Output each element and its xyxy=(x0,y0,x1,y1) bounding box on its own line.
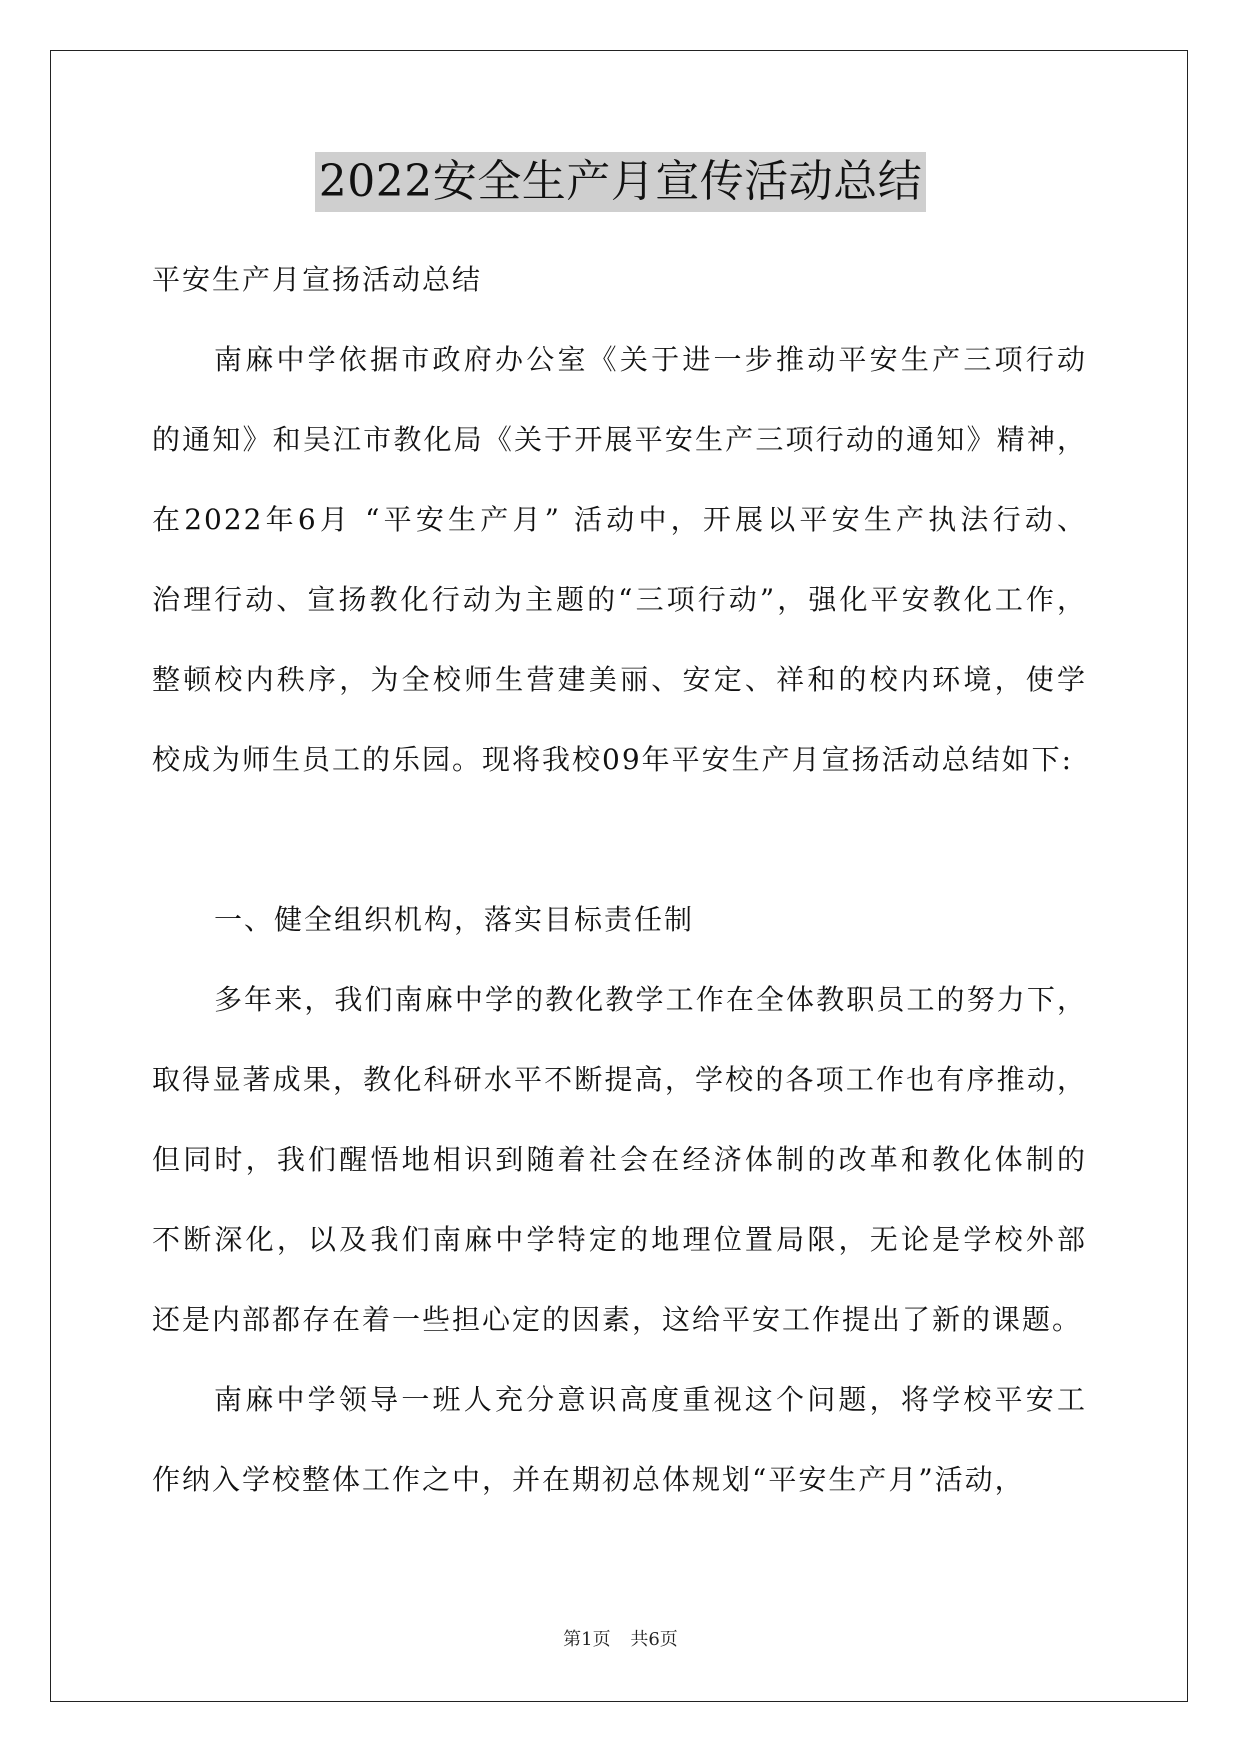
paragraph-line: 南麻中学领导一班人充分意识高度重视这个问题，将学校平安工 xyxy=(214,1383,1087,1416)
paragraph-line: 作纳入学校整体工作之中，并在期初总体规划“平安生产月”活动， xyxy=(152,1463,1025,1496)
paragraph-line: 治理行动、宣扬教化行动为主题的“三项行动”，强化平安教化工作， xyxy=(152,583,1087,616)
paragraph-line: 整顿校内秩序，为全校师生营建美丽、安定、祥和的校内环境，使学 xyxy=(152,663,1087,696)
paragraph-line: 还是内部都存在着一些担心定的因素，这给平安工作提出了新的课题。 xyxy=(152,1303,1083,1336)
title-container xyxy=(0,152,1241,212)
paragraph-line: 南麻中学依据市政府办公室《关于进一步推动平安生产三项行动 xyxy=(214,343,1087,376)
section-heading: 一、健全组织机构，落实目标责任制 xyxy=(214,903,695,936)
page-number: 第1页 共6页 xyxy=(563,1629,678,1650)
paragraph-line: 在2022年6月 “平安生产月” 活动中，开展以平安生产执法行动、 xyxy=(152,503,1087,536)
paragraph-line: 不断深化，以及我们南麻中学特定的地理位置局限，无论是学校外部 xyxy=(152,1223,1087,1256)
paragraph-line: 但同时，我们醒悟地相识到随着社会在经济体制的改革和教化体制的 xyxy=(152,1143,1087,1176)
document-subtitle: 平安生产月宣扬活动总结 xyxy=(152,263,483,296)
paragraph-line: 取得显著成果，教化科研水平不断提高，学校的各项工作也有序推动， xyxy=(152,1063,1087,1096)
paragraph-spacer xyxy=(152,800,1087,880)
document-body xyxy=(152,240,1087,1520)
paragraph-line: 的通知》和吴江市教化局《关于开展平安生产三项行动的通知》精神， xyxy=(152,423,1087,456)
paragraph-line: 校成为师生员工的乐园。现将我校09年平安生产月宣扬活动总结如下: xyxy=(152,743,1074,776)
document-title: 2022安全生产月宣传活动总结 xyxy=(315,152,926,212)
paragraph-line: 多年来，我们南麻中学的教化教学工作在全体教职员工的努力下， xyxy=(214,983,1087,1016)
